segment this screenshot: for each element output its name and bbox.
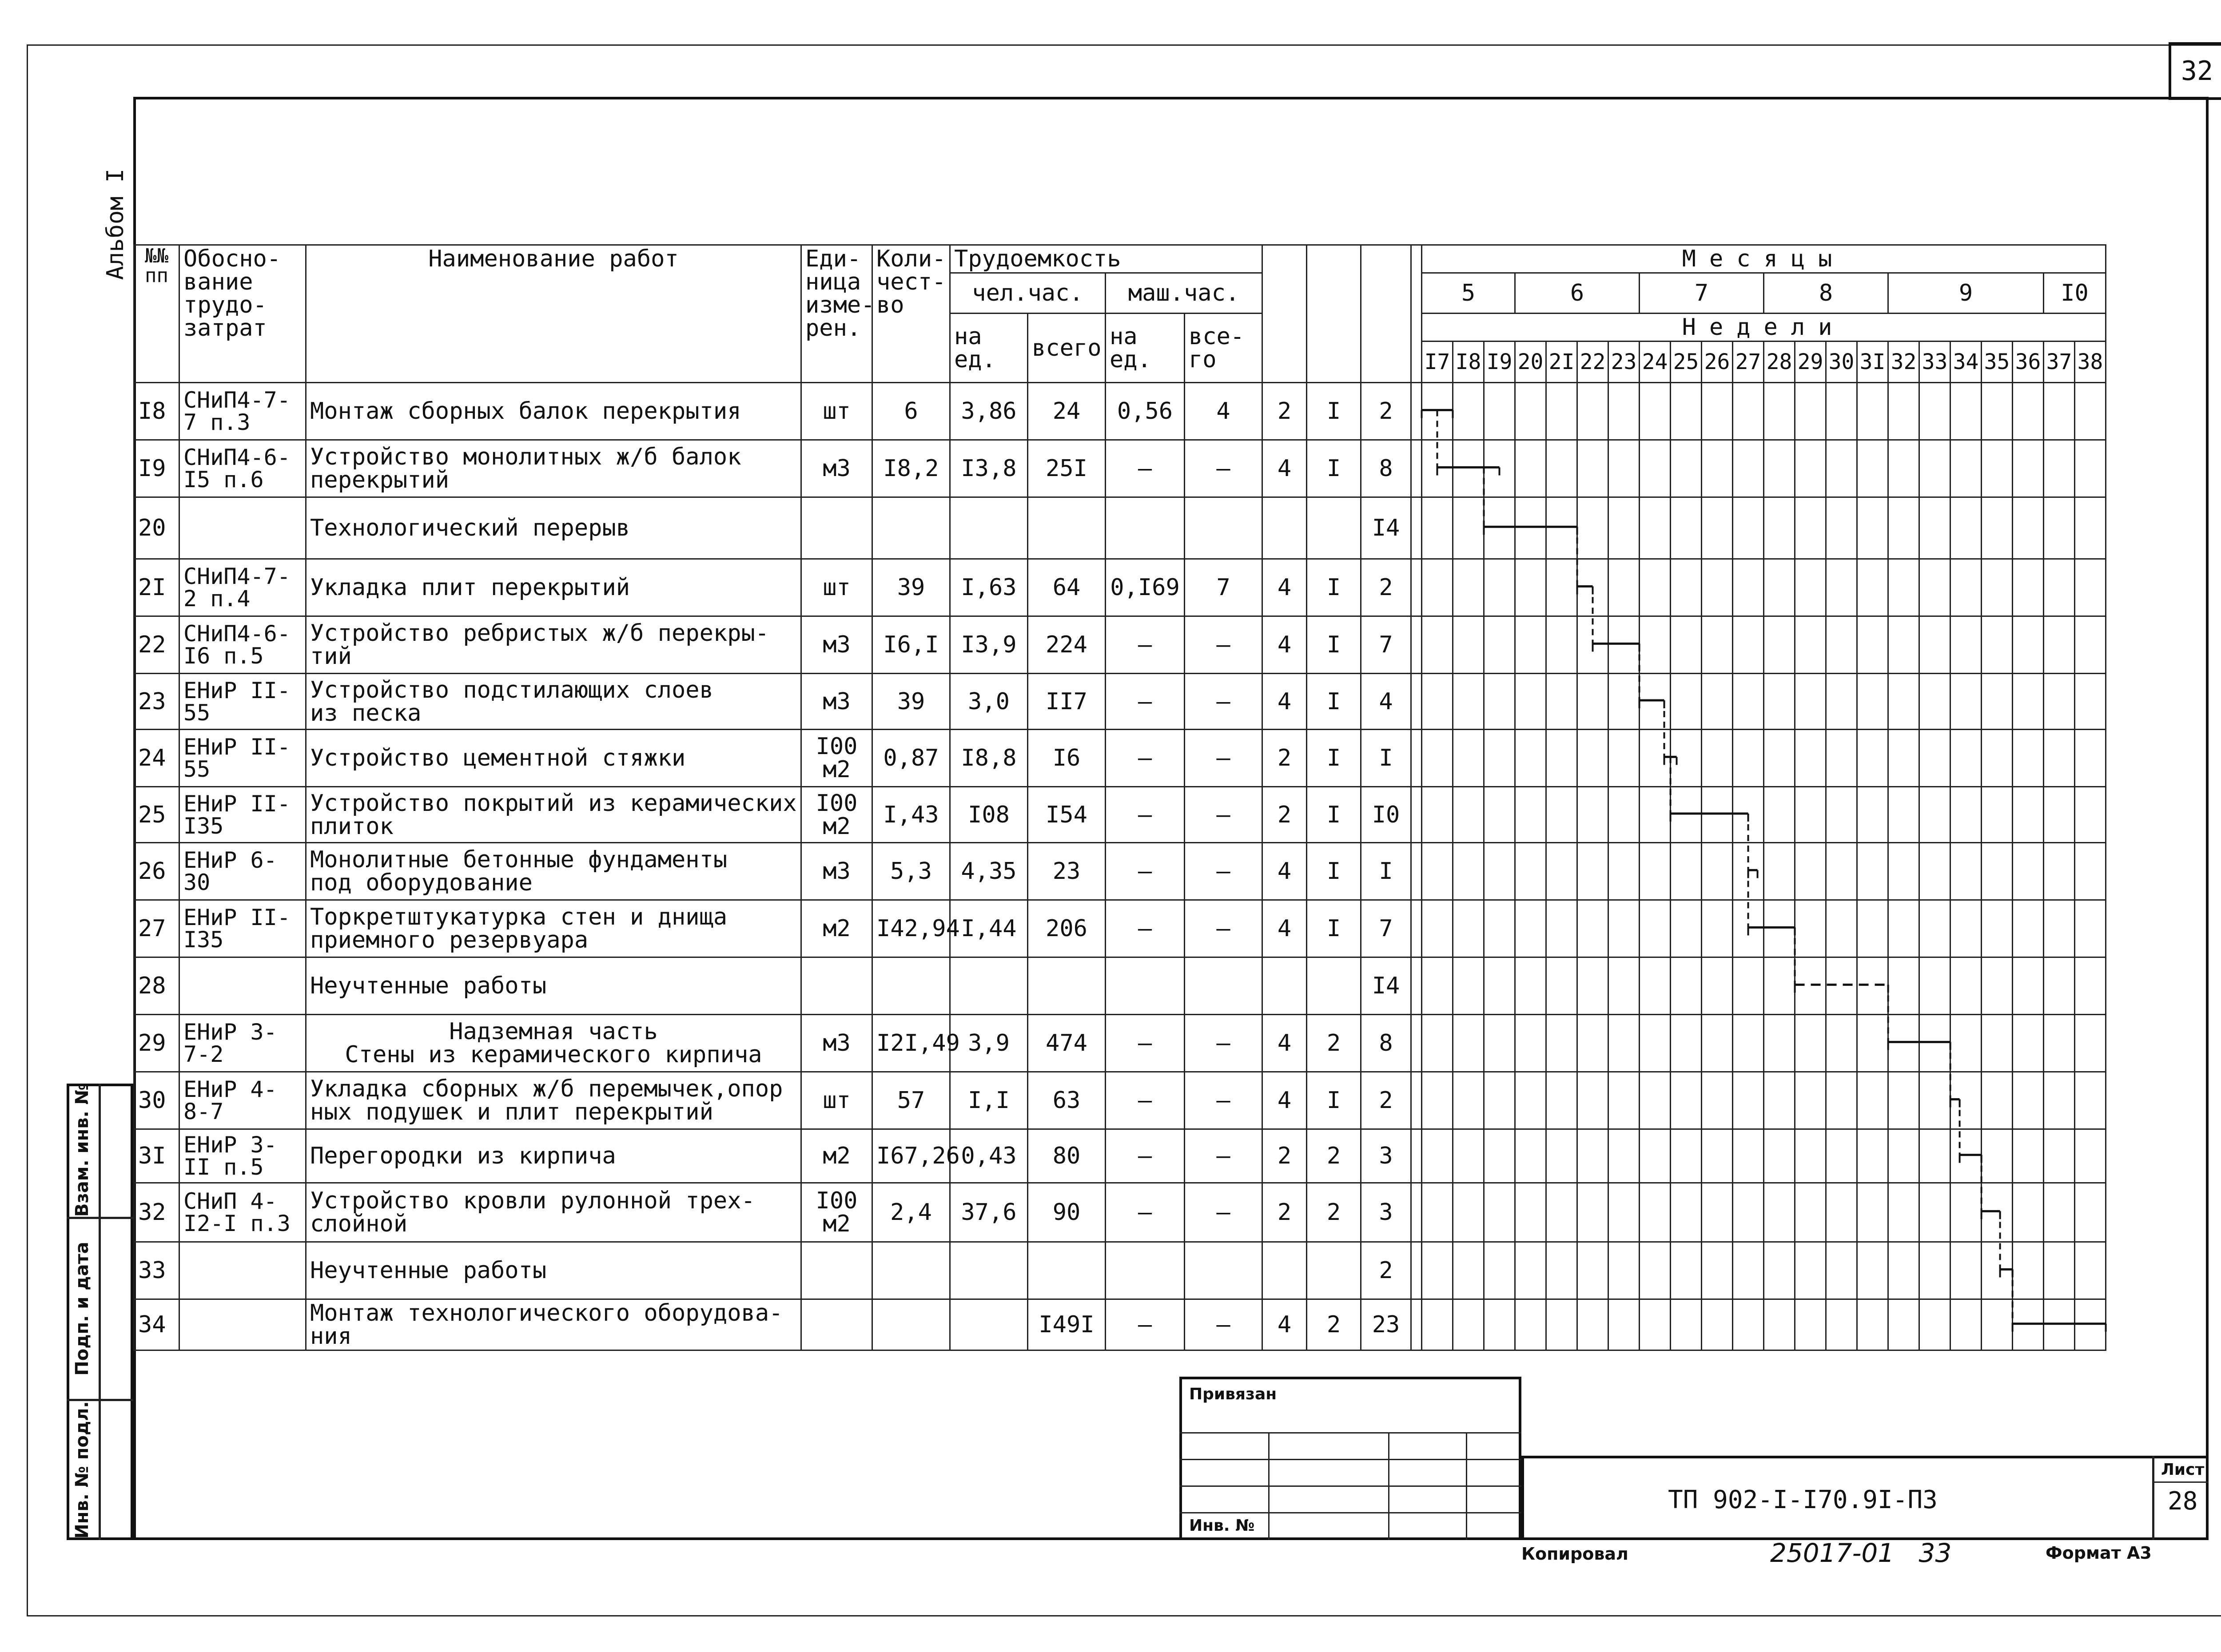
row-mach-per-unit: –	[1106, 1015, 1185, 1072]
month-4: 8	[1764, 273, 1888, 314]
row-basis: ЕНиР II- 55	[179, 730, 306, 787]
header-total: всего	[1028, 314, 1106, 383]
row-col-b: I	[1307, 616, 1361, 674]
row-name: Монтаж сборных балок перекрытия	[306, 383, 801, 440]
row-col-a: 2	[1262, 383, 1307, 440]
header-manhours: чел.час.	[950, 273, 1106, 314]
row-basis: СНиП 4- I2-I п.3	[179, 1183, 306, 1242]
week-2: I8	[1453, 342, 1484, 383]
row-name: Укладка сборных ж/б перемычек,опор ных подушек и плит перекрытий	[306, 1072, 801, 1129]
row-unit: I00 м2	[801, 730, 872, 787]
row-qty: I,43	[872, 787, 950, 843]
row-col-c: 8	[1361, 440, 1411, 497]
week-16: 32	[1888, 342, 1919, 383]
header-num: №№ пп	[134, 245, 179, 383]
week-11: 27	[1733, 342, 1764, 383]
row-mach-total: –	[1185, 730, 1262, 787]
row-unit: м3	[801, 674, 872, 730]
row-col-c: 7	[1361, 900, 1411, 957]
row-name: Технологический перерыв	[306, 497, 801, 559]
row-unit: м3	[801, 843, 872, 900]
row-mach-total: 7	[1185, 559, 1262, 616]
row-col-c: 7	[1361, 616, 1411, 674]
row-unit: м3	[801, 616, 872, 674]
row-num: 2I	[134, 559, 179, 616]
row-total: 224	[1028, 616, 1106, 674]
title-block	[1179, 1377, 2209, 1540]
row-col-c: 8	[1361, 1015, 1411, 1072]
row-mach-per-unit: –	[1106, 900, 1185, 957]
row-col-a: 4	[1262, 616, 1307, 674]
row-col-c: I0	[1361, 787, 1411, 843]
row-num: 33	[134, 1242, 179, 1299]
row-total: 25I	[1028, 440, 1106, 497]
row-per-unit: 3,86	[950, 383, 1028, 440]
row-basis: СНиП4-6- I5 п.6	[179, 440, 306, 497]
row-basis: ЕНиР II- I35	[179, 787, 306, 843]
row-unit: шт	[801, 559, 872, 616]
row-basis: ЕНиР II- I35	[179, 900, 306, 957]
format-label: Формат А3	[2046, 1543, 2152, 1563]
row-col-b: 2	[1307, 1015, 1361, 1072]
stamp-v2	[1388, 1432, 1389, 1540]
sheet-box-divider	[2152, 1456, 2154, 1540]
stamp-h3	[1179, 1485, 1521, 1487]
week-12: 28	[1764, 342, 1795, 383]
row-unit: I00 м2	[801, 787, 872, 843]
row-mach-total: –	[1185, 440, 1262, 497]
row-col-a: 2	[1262, 1183, 1307, 1242]
month-1: 5	[1422, 273, 1515, 314]
copied-label: Копировал	[1521, 1544, 1628, 1564]
row-qty: I6,I	[872, 616, 950, 674]
row-name: Надземная часть Стены из керамического кирпича	[306, 1015, 801, 1072]
row-num: 28	[134, 957, 179, 1015]
row-col-b: I	[1307, 900, 1361, 957]
side-stamp-original-inv: Инв. № подл.	[72, 1401, 92, 1539]
row-qty: I2I,49	[872, 1015, 950, 1072]
row-col-a: 4	[1262, 674, 1307, 730]
row-num: 24	[134, 730, 179, 787]
row-col-c: 4	[1361, 674, 1411, 730]
header-labor: Трудоемкость	[950, 245, 1262, 273]
row-per-unit: 0,43	[950, 1129, 1028, 1183]
row-qty: 39	[872, 559, 950, 616]
row-col-c: 3	[1361, 1183, 1411, 1242]
week-14: 30	[1826, 342, 1857, 383]
row-num: 3I	[134, 1129, 179, 1183]
row-total: 206	[1028, 900, 1106, 957]
row-mach-per-unit: –	[1106, 843, 1185, 900]
row-col-a: 4	[1262, 900, 1307, 957]
row-basis: ЕНиР 6- 30	[179, 843, 306, 900]
header-per-unit-mach: на ед.	[1106, 314, 1185, 383]
week-6: 22	[1577, 342, 1608, 383]
row-mach-per-unit: –	[1106, 1183, 1185, 1242]
week-4: 20	[1515, 342, 1546, 383]
row-mach-per-unit: –	[1106, 1072, 1185, 1129]
row-col-c: 23	[1361, 1299, 1411, 1350]
row-mach-total: –	[1185, 616, 1262, 674]
row-num: I9	[134, 440, 179, 497]
row-col-c: 2	[1361, 1242, 1411, 1299]
row-unit: м2	[801, 1129, 872, 1183]
stamp-h4	[1179, 1512, 1521, 1513]
row-qty: I8,2	[872, 440, 950, 497]
week-19: 35	[1982, 342, 2013, 383]
row-col-a: 2	[1262, 1129, 1307, 1183]
header-unit: Еди- ница изме- рен.	[801, 245, 872, 383]
row-col-b: 2	[1307, 1183, 1361, 1242]
row-basis: ЕНиР II- 55	[179, 674, 306, 730]
row-total: 63	[1028, 1072, 1106, 1129]
row-qty: 39	[872, 674, 950, 730]
row-name: Устройство кровли рулонной трех- слойной	[306, 1183, 801, 1242]
row-num: 23	[134, 674, 179, 730]
row-name: Неучтенные работы	[306, 957, 801, 1015]
row-basis: СНиП4-7- 7 п.3	[179, 383, 306, 440]
row-mach-total: –	[1185, 900, 1262, 957]
week-22: 38	[2075, 342, 2106, 383]
row-unit: шт	[801, 383, 872, 440]
row-num: 27	[134, 900, 179, 957]
side-stamp-signature-date: Подп. и дата	[72, 1242, 92, 1376]
row-col-b: I	[1307, 440, 1361, 497]
row-col-b: I	[1307, 559, 1361, 616]
row-name: Торкретштукатурка стен и днища приемного резервуара	[306, 900, 801, 957]
doc-code: ТП 902-I-I70.9I-ПЗ	[1668, 1485, 1938, 1514]
row-num: I8	[134, 383, 179, 440]
stamp-v1	[1268, 1432, 1270, 1540]
row-per-unit: I08	[950, 787, 1028, 843]
row-col-b: I	[1307, 787, 1361, 843]
week-8: 24	[1640, 342, 1671, 383]
row-col-a: 4	[1262, 1072, 1307, 1129]
row-col-c: 2	[1361, 559, 1411, 616]
row-col-a: 4	[1262, 1015, 1307, 1072]
row-col-c: I	[1361, 730, 1411, 787]
week-9: 25	[1671, 342, 1702, 383]
row-num: 25	[134, 787, 179, 843]
row-total: 23	[1028, 843, 1106, 900]
row-total: II7	[1028, 674, 1106, 730]
row-basis: ЕНиР 3- II п.5	[179, 1129, 306, 1183]
row-basis: СНиП4-7- 2 п.4	[179, 559, 306, 616]
row-name: Перегородки из кирпича	[306, 1129, 801, 1183]
row-name: Монтаж технологического оборудова- ния	[306, 1299, 801, 1350]
stamp-v3	[1466, 1432, 1467, 1540]
row-unit: м3	[801, 1015, 872, 1072]
week-18: 34	[1950, 342, 1982, 383]
row-qty: 5,3	[872, 843, 950, 900]
row-per-unit: I3,8	[950, 440, 1028, 497]
row-mach-per-unit: –	[1106, 616, 1185, 674]
row-per-unit: 3,0	[950, 674, 1028, 730]
row-mach-per-unit: –	[1106, 1299, 1185, 1350]
row-name: Устройство покрытий из керамических плиток	[306, 787, 801, 843]
week-7: 23	[1608, 342, 1640, 383]
row-num: 30	[134, 1072, 179, 1129]
row-mach-total: –	[1185, 674, 1262, 730]
week-10: 26	[1702, 342, 1733, 383]
side-stamp-replaced-inv: Взам. инв. №	[72, 1083, 92, 1217]
row-per-unit: I3,9	[950, 616, 1028, 674]
row-num: 22	[134, 616, 179, 674]
week-21: 37	[2044, 342, 2075, 383]
row-mach-per-unit: –	[1106, 1129, 1185, 1183]
row-num: 26	[134, 843, 179, 900]
row-col-a: 4	[1262, 440, 1307, 497]
week-17: 33	[1919, 342, 1950, 383]
row-col-b: 2	[1307, 1299, 1361, 1350]
row-qty: 0,87	[872, 730, 950, 787]
row-per-unit: 4,35	[950, 843, 1028, 900]
row-col-c: 2	[1361, 383, 1411, 440]
row-basis: СНиП4-6- I6 п.5	[179, 616, 306, 674]
row-qty: 2,4	[872, 1183, 950, 1242]
row-col-b: I	[1307, 1072, 1361, 1129]
row-col-b: I	[1307, 843, 1361, 900]
row-mach-total: –	[1185, 1299, 1262, 1350]
row-total: I49I	[1028, 1299, 1106, 1350]
sheet-label: Лист	[2161, 1461, 2205, 1479]
sheet-box-sep	[2152, 1481, 2209, 1483]
row-qty: I67,26	[872, 1129, 950, 1183]
row-name: Монолитные бетонные фундаменты под оборудование	[306, 843, 801, 900]
row-mach-per-unit: –	[1106, 440, 1185, 497]
row-per-unit: I,44	[950, 900, 1028, 957]
row-col-c: 3	[1361, 1129, 1411, 1183]
row-name: Устройство цементной стяжки	[306, 730, 801, 787]
handwritten-number: 25017-01 33	[1770, 1538, 1952, 1568]
row-qty: I42,94	[872, 900, 950, 957]
row-total: 24	[1028, 383, 1106, 440]
week-20: 36	[2013, 342, 2044, 383]
header-basis: Обосно- вание трудо- затрат	[179, 245, 306, 383]
row-total: I54	[1028, 787, 1106, 843]
month-2: 6	[1515, 273, 1640, 314]
row-unit: м2	[801, 900, 872, 957]
row-col-a: 4	[1262, 843, 1307, 900]
corner-number: 32	[2181, 56, 2213, 87]
month-6: I0	[2044, 273, 2106, 314]
row-total: 64	[1028, 559, 1106, 616]
week-15: 3I	[1857, 342, 1888, 383]
row-per-unit: I,I	[950, 1072, 1028, 1129]
row-per-unit: 37,6	[950, 1183, 1028, 1242]
row-name: Неучтенные работы	[306, 1242, 801, 1299]
header-machhours: маш.час.	[1106, 273, 1262, 314]
row-name: Устройство монолитных ж/б балок перекрытий	[306, 440, 801, 497]
month-5: 9	[1888, 273, 2044, 314]
row-per-unit: I8,8	[950, 730, 1028, 787]
row-mach-total: 4	[1185, 383, 1262, 440]
row-basis: ЕНиР 3- 7-2	[179, 1015, 306, 1072]
row-name: Устройство подстилающих слоев из песка	[306, 674, 801, 730]
month-3: 7	[1640, 273, 1764, 314]
row-mach-per-unit: 0,56	[1106, 383, 1185, 440]
album-label: Альбом I	[102, 168, 129, 280]
row-col-c: 2	[1361, 1072, 1411, 1129]
row-mach-per-unit: –	[1106, 787, 1185, 843]
row-total: 80	[1028, 1129, 1106, 1183]
row-total: I6	[1028, 730, 1106, 787]
row-col-b: 2	[1307, 1129, 1361, 1183]
row-col-a: 4	[1262, 1299, 1307, 1350]
row-mach-total: –	[1185, 1183, 1262, 1242]
row-col-b: I	[1307, 674, 1361, 730]
row-mach-per-unit: 0,I69	[1106, 559, 1185, 616]
stamp-h1	[1179, 1432, 1521, 1434]
header-total-mach: все- го	[1185, 314, 1262, 383]
row-mach-total: –	[1185, 1015, 1262, 1072]
row-unit: м3	[801, 440, 872, 497]
row-mach-total: –	[1185, 1129, 1262, 1183]
row-total: 90	[1028, 1183, 1106, 1242]
row-per-unit: I,63	[950, 559, 1028, 616]
row-unit: шт	[801, 1072, 872, 1129]
row-mach-total: –	[1185, 787, 1262, 843]
row-col-c: I4	[1361, 957, 1411, 1015]
row-qty: 6	[872, 383, 950, 440]
row-col-a: 2	[1262, 787, 1307, 843]
week-13: 29	[1795, 342, 1826, 383]
row-name: Устройство ребристых ж/б перекры- тий	[306, 616, 801, 674]
row-mach-per-unit: –	[1106, 730, 1185, 787]
row-num: 20	[134, 497, 179, 559]
week-1: I7	[1422, 342, 1453, 383]
row-col-b: I	[1307, 730, 1361, 787]
attached-label: Привязан	[1189, 1385, 1277, 1403]
week-5: 2I	[1546, 342, 1577, 383]
row-mach-per-unit: –	[1106, 674, 1185, 730]
header-weeks-title: Недели	[1422, 314, 2106, 342]
row-per-unit: 3,9	[950, 1015, 1028, 1072]
row-mach-total: –	[1185, 1072, 1262, 1129]
header-name: Наименование работ	[306, 245, 801, 383]
sheet-number: 28	[2168, 1487, 2198, 1516]
header-months-title: Месяцы	[1422, 245, 2106, 273]
row-col-c: I	[1361, 843, 1411, 900]
inv-no-label: Инв. №	[1189, 1517, 1255, 1535]
row-num: 32	[134, 1183, 179, 1242]
row-col-a: 2	[1262, 730, 1307, 787]
stamp-h2	[1179, 1459, 1521, 1460]
header-qty: Коли- чест- во	[872, 245, 950, 383]
row-col-b: I	[1307, 383, 1361, 440]
row-unit: I00 м2	[801, 1183, 872, 1242]
row-num: 34	[134, 1299, 179, 1350]
header-per-unit: на ед.	[950, 314, 1028, 383]
week-3: I9	[1484, 342, 1515, 383]
row-basis: ЕНиР 4- 8-7	[179, 1072, 306, 1129]
row-mach-total: –	[1185, 843, 1262, 900]
row-num: 29	[134, 1015, 179, 1072]
row-col-c: I4	[1361, 497, 1411, 559]
row-qty: 57	[872, 1072, 950, 1129]
row-col-a: 4	[1262, 559, 1307, 616]
row-name: Укладка плит перекрытий	[306, 559, 801, 616]
row-total: 474	[1028, 1015, 1106, 1072]
